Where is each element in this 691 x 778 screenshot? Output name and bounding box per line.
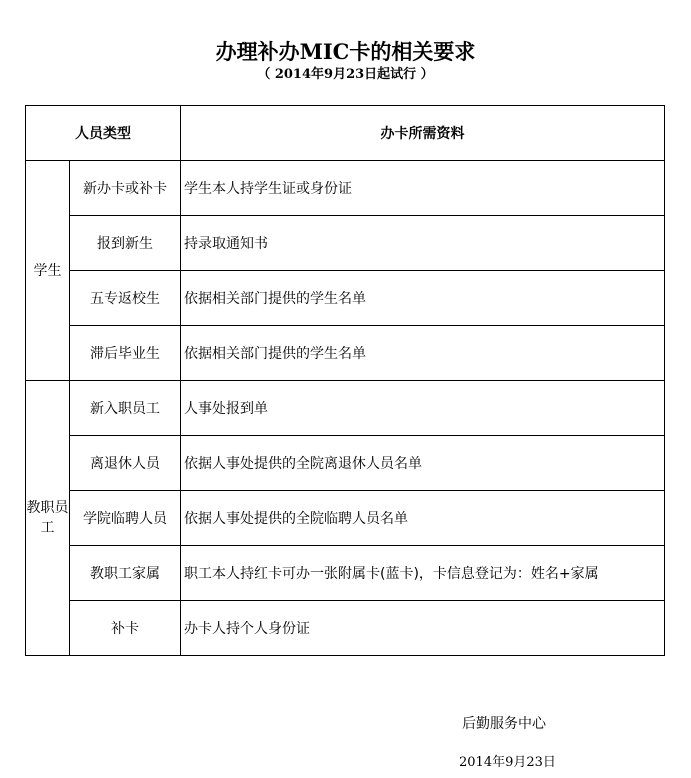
required-documents-cell: 人事处报到单 — [181, 381, 665, 436]
header-required-documents: 办卡所需资料 — [181, 106, 665, 161]
group-label-staff: 教职员工 — [26, 381, 70, 656]
person-type-cell: 五专返校生 — [70, 271, 181, 326]
table-row — [26, 546, 665, 601]
person-type-cell: 滞后毕业生 — [70, 326, 181, 381]
required-documents-cell: 持录取通知书 — [181, 216, 665, 271]
required-documents-cell: 办卡人持个人身份证 — [181, 601, 665, 656]
group-label-students: 学生 — [26, 161, 70, 381]
person-type-cell: 新办卡或补卡 — [70, 161, 181, 216]
document-title: 办理补办MIC卡的相关要求 — [215, 39, 476, 64]
person-type-cell: 报到新生 — [70, 216, 181, 271]
table-row — [26, 436, 665, 491]
issue-date: 2014年9月23日 — [459, 755, 556, 770]
table-row — [26, 601, 665, 656]
required-documents-cell: 依据人事处提供的全院临聘人员名单 — [181, 491, 665, 546]
table-header-row — [26, 106, 665, 161]
required-documents-cell: 依据人事处提供的全院离退休人员名单 — [181, 436, 665, 491]
required-documents-cell: 依据相关部门提供的学生名单 — [181, 271, 665, 326]
table-row — [26, 381, 665, 436]
person-type-cell: 补卡 — [70, 601, 181, 656]
person-type-cell: 学院临聘人员 — [70, 491, 181, 546]
table-row — [26, 326, 665, 381]
required-documents-cell: 学生本人持学生证或身份证 — [181, 161, 665, 216]
requirements-table — [25, 105, 665, 656]
person-type-cell: 离退休人员 — [70, 436, 181, 491]
table-row — [26, 271, 665, 326]
table-row — [26, 216, 665, 271]
header-person-type: 人员类型 — [26, 106, 181, 161]
person-type-cell: 教职工家属 — [70, 546, 181, 601]
required-documents-cell: 依据相关部门提供的学生名单 — [181, 326, 665, 381]
document-subtitle: （ 2014年9月23日起试行 ） — [257, 67, 434, 82]
required-documents-cell: 职工本人持红卡可办一张附属卡(蓝卡)，卡信息登记为：姓名+家属 — [181, 546, 665, 601]
person-type-cell: 新入职员工 — [70, 381, 181, 436]
issuing-organization: 后勤服务中心 — [462, 716, 546, 732]
table-row — [26, 161, 665, 216]
table-row — [26, 491, 665, 546]
